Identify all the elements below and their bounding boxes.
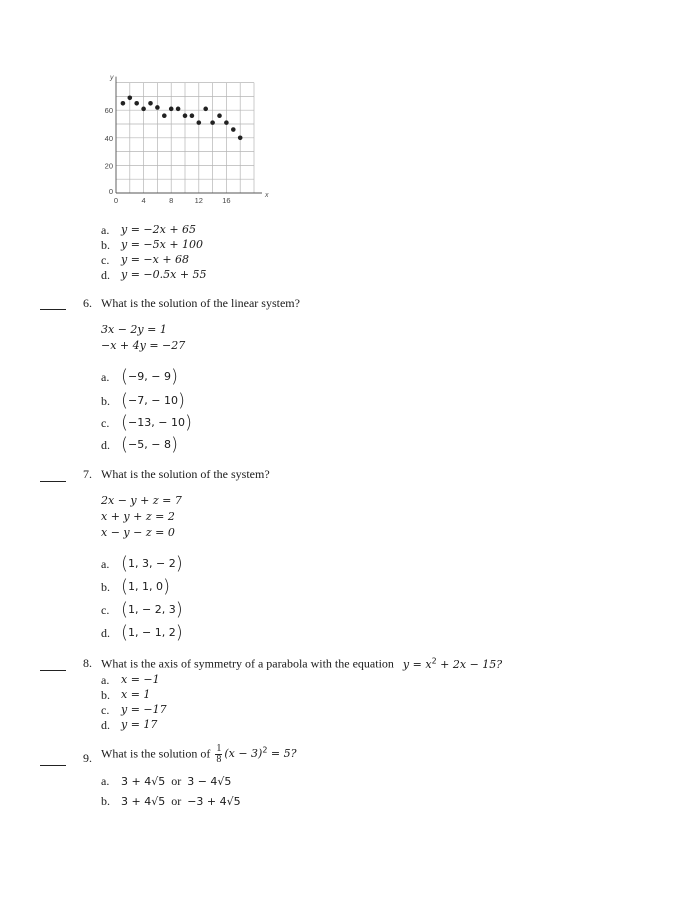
equation-text: −x + 4y = −27 <box>101 339 186 352</box>
choice-math: y = −0.5x + 55 <box>121 268 207 281</box>
data-point <box>176 107 181 112</box>
choice-option: (1, − 2, 3) <box>121 599 183 620</box>
choice-option: (1, 3, − 2) <box>121 553 183 574</box>
eq-rhs: + 2x − 15? <box>436 657 503 671</box>
choice-option: (−13, − 10) <box>121 412 192 433</box>
choice-label-q8-0: a. <box>101 673 110 687</box>
x-tick-label: 0 <box>113 196 119 205</box>
choice-or: or <box>171 794 182 808</box>
data-point <box>141 107 146 112</box>
question-8-equation <box>403 658 502 671</box>
x-tick-label: 16 <box>222 196 231 205</box>
y-tick-label: 40 <box>104 133 113 143</box>
fraction <box>215 744 222 765</box>
choice-text <box>121 703 167 716</box>
answer-blank-9[interactable] <box>40 765 66 766</box>
question-8-prompt <box>101 656 502 672</box>
choice-label-q5-1: b. <box>101 238 110 252</box>
choice-text <box>121 673 160 686</box>
choice-label-q6-3: d. <box>101 438 110 452</box>
y-tick-label: 20 <box>104 161 113 171</box>
choice-option: (−9, − 9) <box>121 366 178 387</box>
choice-math: y = −x + 68 <box>121 253 190 266</box>
scatter-plot <box>96 74 269 210</box>
question-8-text: What is the axis of symmetry of a parabola with the equation <box>101 656 394 671</box>
choice-text <box>121 718 157 731</box>
data-point <box>203 107 208 112</box>
choice-part1: 3 + 4√5 <box>121 775 166 788</box>
question-9-text: What is the solution of <box>101 746 211 761</box>
answer-blank-6[interactable] <box>40 309 66 310</box>
choice-label-q7-2: c. <box>101 603 110 617</box>
data-point <box>121 101 126 106</box>
choice-label-q5-0: a. <box>101 223 110 237</box>
choice-text: −9, − 9 <box>128 370 171 383</box>
data-point <box>169 107 174 112</box>
data-point <box>162 113 167 118</box>
choice-math: y = −5x + 100 <box>121 238 204 251</box>
x-tick-label: 8 <box>169 196 174 205</box>
data-point <box>155 105 160 110</box>
choice-text <box>121 253 189 266</box>
question-number-8: 8. <box>83 656 92 670</box>
choice-text <box>121 238 203 251</box>
equation-text: x + y + z = 2 <box>101 510 175 523</box>
y-tick-label: 0 <box>108 187 113 196</box>
equation-line <box>101 510 175 523</box>
choice-text <box>121 688 150 701</box>
choice-option: (1, 1, 0) <box>121 576 171 597</box>
choice-option: (−5, − 8) <box>121 434 178 455</box>
choice-label-q6-2: c. <box>101 416 110 430</box>
choice-option <box>121 774 231 789</box>
question-6-prompt: What is the solution of the linear system? <box>101 296 300 310</box>
y-tick-label: 60 <box>104 106 113 116</box>
equation-text: 3x − 2y = 1 <box>101 323 167 336</box>
x-tick-label: 12 <box>194 196 203 205</box>
choice-math: y = −17 <box>121 703 167 716</box>
data-point <box>231 127 236 132</box>
choice-label-q7-3: d. <box>101 626 110 640</box>
choice-text <box>121 268 207 281</box>
choice-math: x = 1 <box>121 688 151 701</box>
question-number-6: 6. <box>83 296 92 310</box>
choice-label-q8-2: c. <box>101 703 110 717</box>
choice-label-q7-0: a. <box>101 557 110 571</box>
x-axis-label: x <box>265 192 269 199</box>
question-7-prompt: What is the solution of the system? <box>101 467 270 481</box>
question-9-prompt <box>101 744 297 765</box>
answer-blank-8[interactable] <box>40 670 66 671</box>
choice-label-q6-0: a. <box>101 370 110 384</box>
eq-lhs: y = x <box>402 657 432 671</box>
choice-part2: −3 + 4√5 <box>187 795 241 808</box>
data-point <box>197 120 202 125</box>
choice-part2: 3 − 4√5 <box>187 775 232 788</box>
choice-text: −13, − 10 <box>128 416 185 429</box>
choice-option: (−7, − 10) <box>121 390 185 411</box>
choice-label-q8-3: d. <box>101 718 110 732</box>
data-point <box>238 136 243 141</box>
question-number-9: 9. <box>83 751 92 765</box>
eq-exponent: 2 <box>431 656 437 665</box>
choice-math: x = −1 <box>121 673 160 686</box>
equation-text: 2x − y + z = 7 <box>101 494 182 507</box>
data-point <box>224 120 229 125</box>
choice-option: (1, − 1, 2) <box>121 622 183 643</box>
q9-rhs: = 5? <box>267 747 297 761</box>
data-point <box>210 120 215 125</box>
data-point <box>217 113 222 118</box>
choice-or: or <box>171 774 182 788</box>
choice-label-q6-1: b. <box>101 394 110 408</box>
plot-points <box>121 95 243 140</box>
choice-math: y = −2x + 65 <box>121 223 197 236</box>
plot-axes <box>109 75 269 199</box>
choice-label-q8-1: b. <box>101 688 110 702</box>
data-point <box>183 113 188 118</box>
choice-text <box>121 223 196 236</box>
data-point <box>148 101 153 106</box>
choice-option <box>121 794 241 809</box>
fraction-denominator: 8 <box>216 754 222 765</box>
question-number-7: 7. <box>83 467 92 481</box>
choice-math: y = 17 <box>121 718 158 731</box>
choice-text: 1, − 1, 2 <box>128 626 176 639</box>
choice-part1: 3 + 4√5 <box>121 795 166 808</box>
choice-label-q9-0: a. <box>101 774 110 788</box>
equation-line <box>101 526 175 539</box>
data-point <box>128 95 133 100</box>
choice-text: −5, − 8 <box>128 438 171 451</box>
equation-text: x − y − z = 0 <box>101 526 175 539</box>
equation-line <box>101 323 167 336</box>
y-axis-label: y <box>110 74 114 82</box>
plot-grid <box>116 83 254 193</box>
q9-expression: (x − 3) <box>224 747 263 761</box>
choice-text: 1, − 2, 3 <box>128 603 176 616</box>
choice-text: −7, − 10 <box>128 394 178 407</box>
equation-line <box>101 339 185 352</box>
choice-label-q5-3: d. <box>101 268 110 282</box>
choice-text: 1, 1, 0 <box>128 580 164 593</box>
q9-exponent: 2 <box>262 745 268 755</box>
fraction-numerator: 1 <box>216 743 222 754</box>
x-tick-label: 4 <box>141 196 146 205</box>
answer-blank-7[interactable] <box>40 481 66 482</box>
choice-label-q7-1: b. <box>101 580 110 594</box>
choice-label-q9-1: b. <box>101 794 110 808</box>
equation-line <box>101 494 182 507</box>
choice-text: 1, 3, − 2 <box>128 557 176 570</box>
data-point <box>190 113 195 118</box>
data-point <box>134 101 139 106</box>
choice-label-q5-2: c. <box>101 253 110 267</box>
